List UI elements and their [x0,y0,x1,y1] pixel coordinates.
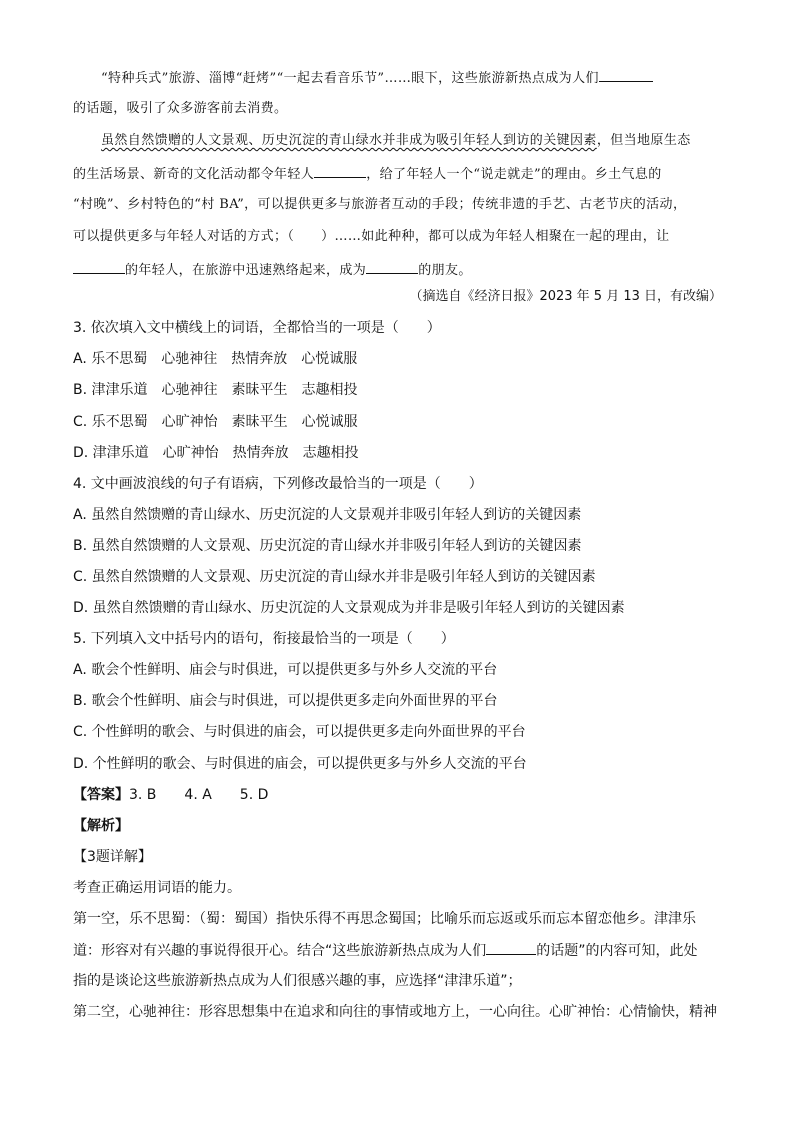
source-citation: （摘选自《经济日报》2023 年 5 月 13 日，有改编） [409,289,722,304]
passage-line [73,131,722,151]
passage-text: 可以提供更多与年轻人对话的方式；（ ）……如此种种，都可以成为年轻人相聚在一起的理由，让 [73,229,670,244]
question-stem: 3. 依次填入文中横线上的词语，全都恰当的一项是（ ） [73,320,441,336]
option-b: B. 虽然自然馈赠的人文景观、历史沉淀的青山绿水并非吸引年轻人到访的关键因素 [73,538,582,554]
fill-blank [366,259,418,274]
analysis-text: 第二空，心驰神往：形容思想集中在追求和向往的事情或地方上，一心向往。心旷神怡：心情愉快，精神 [73,1004,717,1020]
fill-blank [73,259,125,274]
passage-text: 的话题，吸引了众多游客前去消费。 [73,101,288,116]
passage-line [73,259,722,281]
wavy-underlined-sentence: 虽然自然馈赠的人文景观、历史沉淀的青山绿水并非成为吸引年轻人到访的关键因素 [101,133,597,148]
option-a: A. 乐不思蜀 心驰神往 热情奔放 心悦诚服 [73,351,358,367]
passage-line [73,99,722,119]
passage-line [73,67,722,89]
analysis-text: 第一空，乐不思蜀：（蜀：蜀国）指快乐得不再思念蜀国；比喻乐而忘返或乐而忘本留恋他乡。津津乐 [73,911,696,927]
fill-blank [314,163,366,178]
passage-line [73,163,722,185]
option-c: C. 个性鲜明的歌会、与时俱进的庙会，可以提供更多走向外面世界的平台 [73,724,526,740]
answer-values: 3. B 4. A 5. D [129,787,269,803]
answer-line [73,785,722,805]
analysis-text: 考查正确运用词语的能力。 [73,880,241,896]
option-d: D. 津津乐道 心旷神怡 热情奔放 志趣相投 [73,445,359,461]
question-stem: 5. 下列填入文中括号内的语句，衔接最恰当的一项是（ ） [73,631,455,647]
passage-text: 的生活场景、新奇的文化活动都令年轻人 [73,167,315,182]
analysis-label: 【解析】 [73,818,129,834]
passage-text: 的朋友。 [418,263,472,278]
fill-blank [599,67,653,82]
option-c: C. 乐不思蜀 心旷神怡 素昧平生 心悦诚服 [73,414,358,430]
answer-label: 【答案】 [73,787,129,803]
option-b: B. 歌会个性鲜明、庙会与时俱进，可以提供更多走向外面世界的平台 [73,693,498,709]
passage-text: ，但当地原生态 [596,133,691,148]
option-b: B. 津津乐道 心驰神往 素昧平生 志趣相投 [73,382,358,398]
passage-text: “特种兵式”旅游、淄博“赶烤”“一起去看音乐节”……眼下，这些旅游新热点成为人们 [101,71,599,86]
question-detail-heading: 【3题详解】 [73,849,152,865]
option-c: C. 虽然自然馈赠的人文景观、历史沉淀的青山绿水并非是吸引年轻人到访的关键因素 [73,569,596,585]
option-a: A. 虽然自然馈赠的青山绿水、历史沉淀的人文景观并非吸引年轻人到访的关键因素 [73,507,582,523]
passage-text: 的年轻人，在旅游中迅速熟络起来，成为 [125,263,367,278]
analysis-text: 道：形容对有兴趣的事说得很开心。结合“这些旅游新热点成为人们 的话题”的内容可知，此处 [73,940,722,961]
passage-line [73,227,722,247]
question-stem: 4. 文中画波浪线的句子有语病，下列修改最恰当的一项是（ ） [73,476,483,492]
passage-line [73,195,722,215]
option-d: D. 个性鲜明的歌会、与时俱进的庙会，可以提供更多与外乡人交流的平台 [73,756,527,772]
option-a: A. 歌会个性鲜明、庙会与时俱进，可以提供更多与外乡人交流的平台 [73,662,498,678]
option-d: D. 虽然自然馈赠的青山绿水、历史沉淀的人文景观成为并非是吸引年轻人到访的关键因素 [73,600,625,616]
passage-text: “村晚”、乡村特色的“村 BA”，可以提供更多与旅游者互动的手段；传统非遗的手艺、古老节庆的活动， [73,197,687,212]
analysis-text: 指的是谈论这些旅游新热点成为人们很感兴趣的事，应选择“津津乐道”； [73,973,522,989]
fill-blank [486,940,536,955]
passage-text: ，给了年轻人一个“说走就走”的理由。乡土气息的 [366,167,662,182]
